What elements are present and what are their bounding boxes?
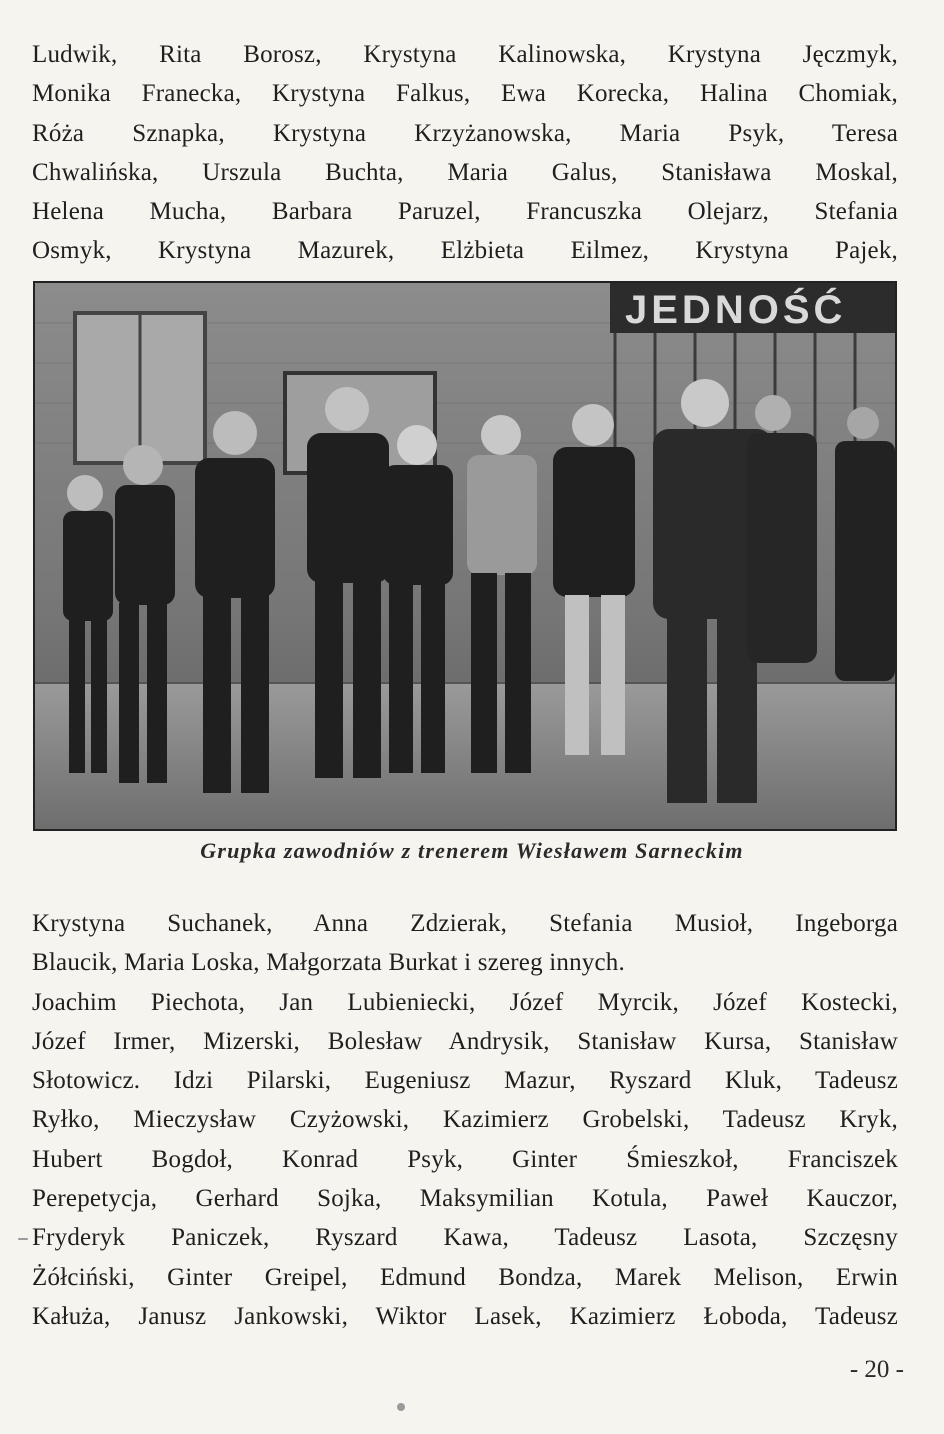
text-line: Słotowicz. Idzi Pilarski, Eugeniusz Mazur, Ryszard Kluk, Tadeusz	[32, 1067, 898, 1095]
text-line: Krystyna Suchanek, Anna Zdzierak, Stefania Musioł, Ingeborga	[32, 910, 898, 937]
text-line: Ludwik, Rita Borosz, Krystyna Kalinowska, Krystyna Jęczmyk,	[32, 41, 898, 68]
text-line: Ryłko, Mieczysław Czyżowski, Kazimierz Grobelski, Tadeusz Kryk,	[32, 1106, 898, 1134]
photo-caption: Grupka zawodniów z trenerem Wiesławem Sarneckim	[200, 838, 744, 863]
text-line: Blaucik, Maria Loska, Małgorzata Burkat i szereg innych.	[32, 949, 625, 977]
text-line: Róża Sznapka, Krystyna Krzyżanowska, Maria Psyk, Teresa	[32, 119, 898, 147]
paper-speck	[397, 1403, 405, 1411]
text-line: Perepetycja, Gerhard Sojka, Maksymilian Kotula, Paweł Kauczor,	[32, 1185, 898, 1213]
group-photo	[33, 281, 897, 831]
text-line: Hubert Bogdoł, Konrad Psyk, Ginter Śmieszkoł, Franciszek	[32, 1145, 898, 1173]
text-line: Monika Franecka, Krystyna Falkus, Ewa Korecka, Halina Chomiak,	[32, 80, 898, 108]
text-line: Kałuża, Janusz Jankowski, Wiktor Lasek, Kazimierz Łoboda, Tadeusz	[32, 1302, 898, 1330]
text-line: Chwalińska, Urszula Buchta, Maria Galus, Stanisława Moskal,	[32, 158, 898, 186]
text-line: Żółciński, Ginter Greipel, Edmund Bondza, Marek Melison, Erwin	[32, 1263, 898, 1291]
text-line: Józef Irmer, Mizerski, Bolesław Andrysik, Stanisław Kursa, Stanisław	[32, 1027, 898, 1055]
text-line: Joachim Piechota, Jan Lubieniecki, Józef Myrcik, Józef Kostecki,	[32, 988, 898, 1016]
text-line: Osmyk, Krystyna Mazurek, Elżbieta Eilmez, Krystyna Pajek,	[32, 237, 898, 265]
paragraph-top	[32, 35, 898, 271]
paper-speck	[18, 1238, 28, 1240]
text-line: Helena Mucha, Barbara Paruzel, Francuszka Olejarz, Stefania	[32, 198, 898, 226]
text-line: Fryderyk Paniczek, Ryszard Kawa, Tadeusz Lasota, Szczęsny	[32, 1224, 898, 1252]
page-number: - 20 -	[849, 1356, 904, 1383]
group-photo-icon	[35, 283, 895, 829]
svg-text:JEDNOŚĆ: JEDNOŚĆ	[625, 288, 847, 332]
paragraph-bottom	[32, 904, 898, 1336]
